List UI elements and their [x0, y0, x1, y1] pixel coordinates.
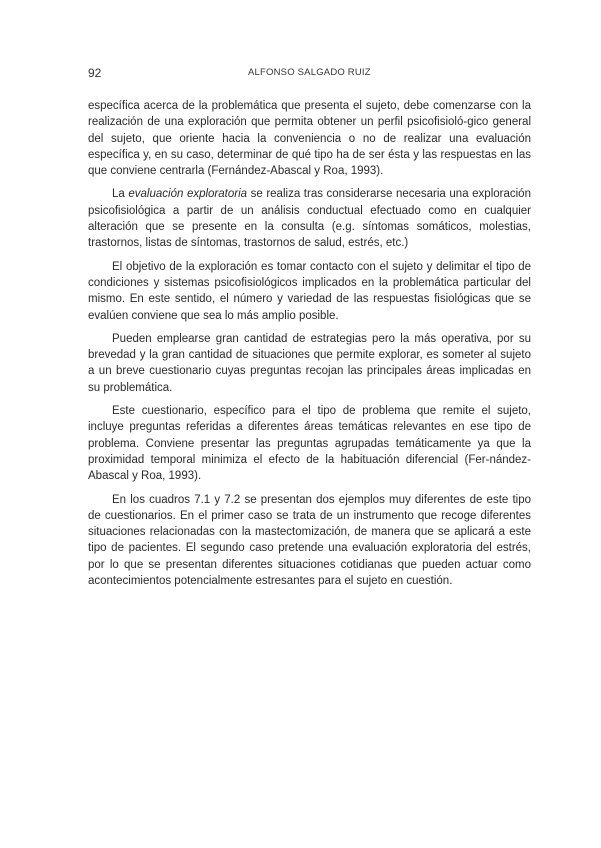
- paragraph: [88, 186, 531, 251]
- paragraph: específica acerca de la problemática que presenta el sujeto, debe comenzarse con la realización de una exploración que permita obtener un perfil psicofisioló-gico general del sujeto, que oriente hacia la conveniencia o no de realizar una evaluación específica y, en su caso, determinar de qué tipo ha de ser ésta y las respuestas en las que conviene centrarla (Fernández-Abascal y Roa, 1993).: [88, 100, 531, 178]
- paragraph-lead: La: [112, 188, 129, 201]
- paragraph: Este cuestionario, específico para el tipo de problema que remite el sujeto, incluye preguntas referidas a diferentes áreas temáticas relevantes en ese tipo de problema. Conviene presentar las preguntas agrupadas temáticamente ya que la proximidad temporal minimiza el efecto de la habituación diferencial (Fer-nández-Abascal y Roa, 1993).: [88, 405, 531, 483]
- body-text: [88, 98, 531, 596]
- paragraph: Pueden emplearse gran cantidad de estrategias pero la más operativa, por su brevedad y la gran cantidad de situaciones que permite explorar, es someter al sujeto a un breve cuestionario cuyas preguntas recojan las principales áreas implicadas en su problemática.: [88, 332, 531, 394]
- emphasized-term: evaluación exploratoria: [128, 188, 248, 201]
- paragraph: En los cuadros 7.1 y 7.2 se presentan dos ejemplos muy diferentes de este tipo de cuestionarios. En el primer caso se trata de un instrumento que recoge diferentes situaciones relacionadas con la mastectomización, de manera que se aplicará a este tipo de pacientes. El segundo caso pretende una evaluación exploratoria del estrés, por lo que se presentan diferentes situaciones cotidianas que pueden actuar como acontecimientos potencialmente estresantes para el sujeto en cuestión.: [88, 493, 531, 588]
- running-head: ALFONSO SALGADO RUIZ: [248, 67, 371, 78]
- page-header: [88, 66, 531, 82]
- paragraph-rest: se realiza tras considerarse necesaria una exploración psicofisiológica a partir de un análisis conductual efectuado como en cualquier alteración que se presente en la consulta (e.g. síntomas somáticos, molestias, trastornos, listas de síntomas, trastornos de salud, estrés, etc.): [88, 188, 531, 250]
- page-number: 92: [88, 66, 102, 80]
- paragraph: El objetivo de la exploración es tomar contacto con el sujeto y delimitar el tipo de condiciones y sistemas psicofisiológicos implicados en la problemática particular del mismo. En este sentido, el número y variedad de las respuestas fisiológicas que se evalúen conviene que sea lo más amplio posible.: [88, 260, 531, 322]
